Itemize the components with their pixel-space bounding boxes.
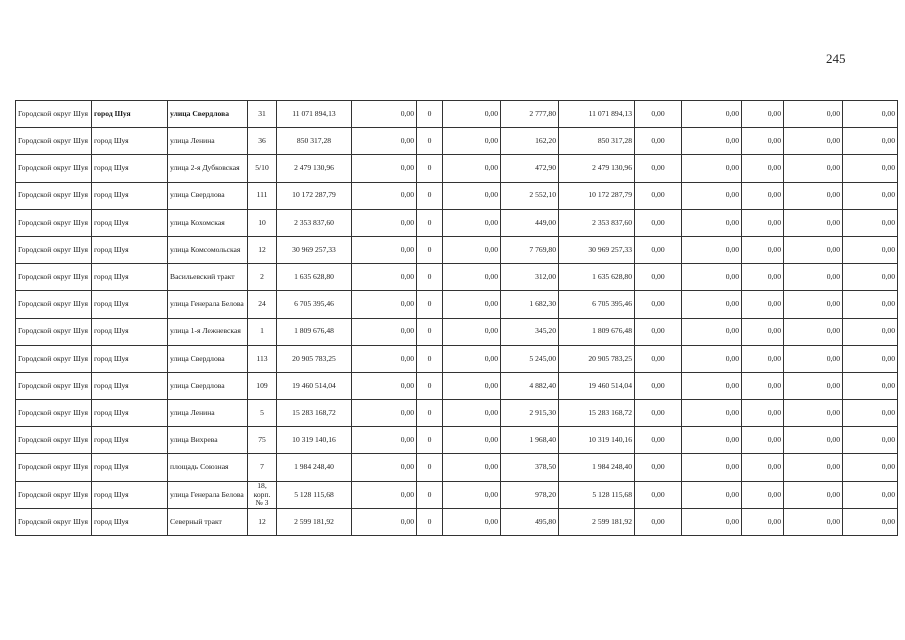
work-cost-cell: 2 599 181,92: [559, 508, 635, 535]
city-cell: город Шуя: [92, 101, 168, 128]
count-cell: 0: [417, 345, 443, 372]
value-cell: 0,00: [843, 508, 898, 535]
value-cell: 0,00: [682, 182, 742, 209]
street-cell: улица Свердлова: [168, 372, 248, 399]
value-cell: 0,00: [443, 155, 501, 182]
value-cell: 0,00: [443, 508, 501, 535]
value-cell: 0,00: [843, 264, 898, 291]
value-cell: 0,00: [742, 481, 784, 508]
value-cell: 0,00: [742, 155, 784, 182]
count-cell: 0: [417, 454, 443, 481]
street-cell: улица Ленина: [168, 400, 248, 427]
value-cell: 0,00: [352, 318, 417, 345]
value-cell: 0,00: [443, 182, 501, 209]
value-cell: 0,00: [682, 454, 742, 481]
value-cell: 0,00: [352, 182, 417, 209]
table-row: [16, 182, 898, 209]
city-cell: город Шуя: [92, 264, 168, 291]
work-cost-cell: 1 635 628,80: [559, 264, 635, 291]
value-cell: 0,00: [443, 209, 501, 236]
value-cell: 0,00: [843, 128, 898, 155]
count-cell: 0: [417, 264, 443, 291]
table-row: [16, 264, 898, 291]
street-cell: улица 2-я Дубковская: [168, 155, 248, 182]
count-cell: 0: [417, 101, 443, 128]
value-cell: 0,00: [742, 291, 784, 318]
value-cell: 0,00: [352, 508, 417, 535]
district-cell: Городской округ Шуя: [16, 128, 92, 155]
house-number-cell: 2: [248, 264, 277, 291]
value-cell: 0,00: [635, 155, 682, 182]
count-cell: 0: [417, 155, 443, 182]
table-row: [16, 481, 898, 508]
value-cell: 0,00: [784, 182, 843, 209]
city-cell: город Шуя: [92, 291, 168, 318]
count-cell: 0: [417, 209, 443, 236]
total-cost-cell: 1 809 676,48: [277, 318, 352, 345]
district-cell: Городской округ Шуя: [16, 264, 92, 291]
value-cell: 0,00: [682, 372, 742, 399]
district-cell: Городской округ Шуя: [16, 155, 92, 182]
count-cell: 0: [417, 400, 443, 427]
area-cell: 345,20: [501, 318, 559, 345]
table-row: [16, 101, 898, 128]
table-row: [16, 454, 898, 481]
value-cell: 0,00: [682, 318, 742, 345]
value-cell: 0,00: [784, 209, 843, 236]
value-cell: 0,00: [352, 400, 417, 427]
value-cell: 0,00: [352, 372, 417, 399]
work-cost-cell: 6 705 395,46: [559, 291, 635, 318]
value-cell: 0,00: [352, 236, 417, 263]
value-cell: 0,00: [635, 508, 682, 535]
street-cell: улица 1-я Лежневская: [168, 318, 248, 345]
total-cost-cell: 2 353 837,60: [277, 209, 352, 236]
street-cell: площадь Союзная: [168, 454, 248, 481]
count-cell: 0: [417, 318, 443, 345]
value-cell: 0,00: [843, 481, 898, 508]
value-cell: 0,00: [635, 236, 682, 263]
value-cell: 0,00: [843, 318, 898, 345]
house-number-cell: 12: [248, 236, 277, 263]
total-cost-cell: 5 128 115,68: [277, 481, 352, 508]
street-cell: улица Комсомольская: [168, 236, 248, 263]
value-cell: 0,00: [352, 481, 417, 508]
value-cell: 0,00: [352, 291, 417, 318]
work-cost-cell: 1 809 676,48: [559, 318, 635, 345]
table-row: [16, 427, 898, 454]
house-number-cell: 24: [248, 291, 277, 318]
district-cell: Городской округ Шуя: [16, 236, 92, 263]
area-cell: 312,00: [501, 264, 559, 291]
house-number-cell: 31: [248, 101, 277, 128]
value-cell: 0,00: [742, 182, 784, 209]
total-cost-cell: 15 283 168,72: [277, 400, 352, 427]
value-cell: 0,00: [682, 101, 742, 128]
district-cell: Городской округ Шуя: [16, 345, 92, 372]
value-cell: 0,00: [682, 481, 742, 508]
value-cell: 0,00: [352, 345, 417, 372]
total-cost-cell: 10 172 287,79: [277, 182, 352, 209]
value-cell: 0,00: [443, 291, 501, 318]
city-cell: город Шуя: [92, 209, 168, 236]
work-cost-cell: 10 319 140,16: [559, 427, 635, 454]
value-cell: 0,00: [843, 182, 898, 209]
value-cell: 0,00: [742, 427, 784, 454]
value-cell: 0,00: [635, 345, 682, 372]
value-cell: 0,00: [635, 101, 682, 128]
value-cell: 0,00: [352, 155, 417, 182]
value-cell: 0,00: [742, 400, 784, 427]
work-cost-cell: 15 283 168,72: [559, 400, 635, 427]
district-cell: Городской округ Шуя: [16, 291, 92, 318]
work-cost-cell: 19 460 514,04: [559, 372, 635, 399]
house-number-cell: 1: [248, 318, 277, 345]
house-number-cell: 10: [248, 209, 277, 236]
area-cell: 978,20: [501, 481, 559, 508]
value-cell: 0,00: [742, 264, 784, 291]
district-cell: Городской округ Шуя: [16, 318, 92, 345]
district-cell: Городской округ Шуя: [16, 400, 92, 427]
value-cell: 0,00: [784, 427, 843, 454]
work-cost-cell: 30 969 257,33: [559, 236, 635, 263]
count-cell: 0: [417, 508, 443, 535]
value-cell: 0,00: [682, 427, 742, 454]
value-cell: 0,00: [742, 454, 784, 481]
value-cell: 0,00: [352, 264, 417, 291]
house-number-cell: 12: [248, 508, 277, 535]
table-row: [16, 155, 898, 182]
value-cell: 0,00: [682, 291, 742, 318]
district-cell: Городской округ Шуя: [16, 427, 92, 454]
value-cell: 0,00: [843, 427, 898, 454]
city-cell: город Шуя: [92, 236, 168, 263]
area-cell: 449,00: [501, 209, 559, 236]
value-cell: 0,00: [635, 400, 682, 427]
page-number: 245: [826, 51, 846, 66]
count-cell: 0: [417, 291, 443, 318]
value-cell: 0,00: [443, 400, 501, 427]
street-cell: улица Генерала Белова: [168, 291, 248, 318]
house-number-cell: 5/10: [248, 155, 277, 182]
area-cell: 5 245,00: [501, 345, 559, 372]
total-cost-cell: 30 969 257,33: [277, 236, 352, 263]
city-cell: город Шуя: [92, 372, 168, 399]
value-cell: 0,00: [443, 264, 501, 291]
table-row: [16, 318, 898, 345]
value-cell: 0,00: [784, 345, 843, 372]
district-cell: Городской округ Шуя: [16, 454, 92, 481]
city-cell: город Шуя: [92, 318, 168, 345]
value-cell: 0,00: [843, 101, 898, 128]
street-cell: улица Свердлова: [168, 182, 248, 209]
value-cell: 0,00: [443, 372, 501, 399]
value-cell: 0,00: [843, 400, 898, 427]
count-cell: 0: [417, 128, 443, 155]
area-cell: 472,90: [501, 155, 559, 182]
street-cell: улица Вихрева: [168, 427, 248, 454]
value-cell: 0,00: [784, 318, 843, 345]
value-cell: 0,00: [784, 128, 843, 155]
count-cell: 0: [417, 182, 443, 209]
work-cost-cell: 2 353 837,60: [559, 209, 635, 236]
value-cell: 0,00: [635, 264, 682, 291]
value-cell: 0,00: [742, 236, 784, 263]
value-cell: 0,00: [784, 481, 843, 508]
value-cell: 0,00: [443, 318, 501, 345]
count-cell: 0: [417, 481, 443, 508]
value-cell: 0,00: [742, 318, 784, 345]
house-number-cell: 111: [248, 182, 277, 209]
value-cell: 0,00: [843, 291, 898, 318]
total-cost-cell: 2 479 130,96: [277, 155, 352, 182]
registry-table: [15, 100, 898, 536]
area-cell: 4 882,40: [501, 372, 559, 399]
value-cell: 0,00: [635, 481, 682, 508]
work-cost-cell: 20 905 783,25: [559, 345, 635, 372]
street-cell: улица Кохомская: [168, 209, 248, 236]
total-cost-cell: 10 319 140,16: [277, 427, 352, 454]
street-cell: Северный тракт: [168, 508, 248, 535]
city-cell: город Шуя: [92, 508, 168, 535]
table-body: [16, 101, 898, 536]
value-cell: 0,00: [843, 209, 898, 236]
value-cell: 0,00: [635, 128, 682, 155]
value-cell: 0,00: [443, 427, 501, 454]
value-cell: 0,00: [635, 427, 682, 454]
area-cell: 2 915,30: [501, 400, 559, 427]
street-cell: улица Свердлова: [168, 101, 248, 128]
value-cell: 0,00: [843, 345, 898, 372]
value-cell: 0,00: [635, 182, 682, 209]
value-cell: 0,00: [742, 372, 784, 399]
table-row: [16, 508, 898, 535]
value-cell: 0,00: [742, 508, 784, 535]
table-row: [16, 128, 898, 155]
value-cell: 0,00: [784, 264, 843, 291]
count-cell: 0: [417, 236, 443, 263]
value-cell: 0,00: [635, 454, 682, 481]
value-cell: 0,00: [682, 345, 742, 372]
value-cell: 0,00: [352, 101, 417, 128]
city-cell: город Шуя: [92, 427, 168, 454]
city-cell: город Шуя: [92, 182, 168, 209]
street-cell: Васильевский тракт: [168, 264, 248, 291]
value-cell: 0,00: [635, 209, 682, 236]
house-number-cell: 109: [248, 372, 277, 399]
total-cost-cell: 20 905 783,25: [277, 345, 352, 372]
area-cell: 378,50: [501, 454, 559, 481]
value-cell: 0,00: [784, 454, 843, 481]
area-cell: 2 777,80: [501, 101, 559, 128]
table-row: [16, 209, 898, 236]
street-cell: улица Ленина: [168, 128, 248, 155]
area-cell: 2 552,10: [501, 182, 559, 209]
value-cell: 0,00: [635, 372, 682, 399]
value-cell: 0,00: [682, 155, 742, 182]
value-cell: 0,00: [443, 481, 501, 508]
value-cell: 0,00: [682, 209, 742, 236]
total-cost-cell: 850 317,28: [277, 128, 352, 155]
area-cell: 495,80: [501, 508, 559, 535]
value-cell: 0,00: [352, 427, 417, 454]
count-cell: 0: [417, 427, 443, 454]
value-cell: 0,00: [635, 318, 682, 345]
city-cell: город Шуя: [92, 345, 168, 372]
value-cell: 0,00: [784, 236, 843, 263]
house-number-cell: 18, корп. № 3: [248, 481, 277, 508]
area-cell: 7 769,80: [501, 236, 559, 263]
value-cell: 0,00: [843, 236, 898, 263]
city-cell: город Шуя: [92, 454, 168, 481]
value-cell: 0,00: [443, 236, 501, 263]
total-cost-cell: 11 071 894,13: [277, 101, 352, 128]
house-number-cell: 7: [248, 454, 277, 481]
district-cell: Городской округ Шуя: [16, 101, 92, 128]
value-cell: 0,00: [843, 155, 898, 182]
total-cost-cell: 1 984 248,40: [277, 454, 352, 481]
street-cell: улица Генерала Белова: [168, 481, 248, 508]
city-cell: город Шуя: [92, 155, 168, 182]
area-cell: 1 682,30: [501, 291, 559, 318]
value-cell: 0,00: [635, 291, 682, 318]
work-cost-cell: 2 479 130,96: [559, 155, 635, 182]
value-cell: 0,00: [443, 454, 501, 481]
district-cell: Городской округ Шуя: [16, 182, 92, 209]
district-cell: Городской округ Шуя: [16, 481, 92, 508]
house-number-cell: 36: [248, 128, 277, 155]
value-cell: 0,00: [682, 508, 742, 535]
value-cell: 0,00: [784, 508, 843, 535]
value-cell: 0,00: [843, 372, 898, 399]
total-cost-cell: 2 599 181,92: [277, 508, 352, 535]
value-cell: 0,00: [742, 128, 784, 155]
value-cell: 0,00: [742, 345, 784, 372]
value-cell: 0,00: [784, 291, 843, 318]
house-number-cell: 75: [248, 427, 277, 454]
city-cell: город Шуя: [92, 400, 168, 427]
city-cell: город Шуя: [92, 481, 168, 508]
value-cell: 0,00: [784, 372, 843, 399]
table-row: [16, 345, 898, 372]
value-cell: 0,00: [352, 128, 417, 155]
district-cell: Городской округ Шуя: [16, 508, 92, 535]
value-cell: 0,00: [742, 101, 784, 128]
area-cell: 1 968,40: [501, 427, 559, 454]
work-cost-cell: 850 317,28: [559, 128, 635, 155]
work-cost-cell: 10 172 287,79: [559, 182, 635, 209]
work-cost-cell: 1 984 248,40: [559, 454, 635, 481]
value-cell: 0,00: [682, 236, 742, 263]
value-cell: 0,00: [843, 454, 898, 481]
value-cell: 0,00: [742, 209, 784, 236]
street-cell: улица Свердлова: [168, 345, 248, 372]
area-cell: 162,20: [501, 128, 559, 155]
city-cell: город Шуя: [92, 128, 168, 155]
value-cell: 0,00: [784, 101, 843, 128]
total-cost-cell: 1 635 628,80: [277, 264, 352, 291]
work-cost-cell: 11 071 894,13: [559, 101, 635, 128]
district-cell: Городской округ Шуя: [16, 209, 92, 236]
value-cell: 0,00: [443, 101, 501, 128]
count-cell: 0: [417, 372, 443, 399]
value-cell: 0,00: [443, 128, 501, 155]
table-row: [16, 400, 898, 427]
value-cell: 0,00: [682, 264, 742, 291]
house-number-cell: 113: [248, 345, 277, 372]
value-cell: 0,00: [352, 209, 417, 236]
table-row: [16, 372, 898, 399]
work-cost-cell: 5 128 115,68: [559, 481, 635, 508]
house-number-cell: 5: [248, 400, 277, 427]
total-cost-cell: 6 705 395,46: [277, 291, 352, 318]
value-cell: 0,00: [443, 345, 501, 372]
district-cell: Городской округ Шуя: [16, 372, 92, 399]
total-cost-cell: 19 460 514,04: [277, 372, 352, 399]
value-cell: 0,00: [784, 155, 843, 182]
value-cell: 0,00: [682, 400, 742, 427]
table-row: [16, 236, 898, 263]
value-cell: 0,00: [352, 454, 417, 481]
value-cell: 0,00: [682, 128, 742, 155]
table-row: [16, 291, 898, 318]
value-cell: 0,00: [784, 400, 843, 427]
